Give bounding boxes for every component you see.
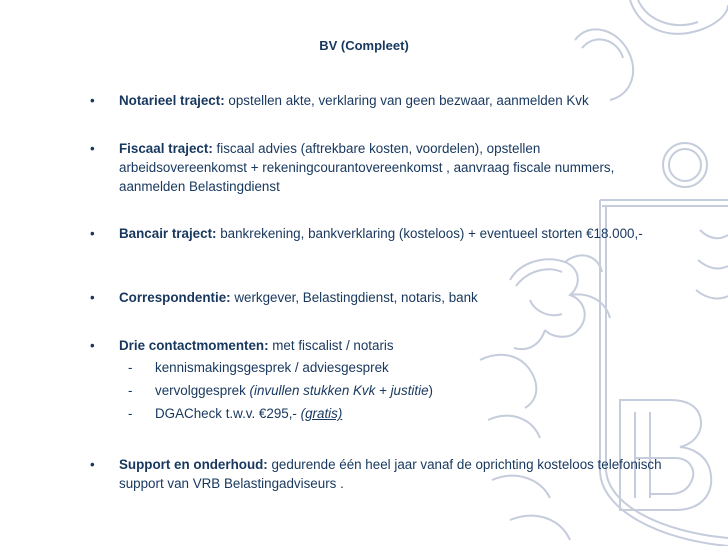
bullet-label: Support en onderhoud: xyxy=(119,457,268,472)
bullet-bancair xyxy=(90,224,670,243)
bullet-label: Drie contactmomenten: xyxy=(119,338,269,353)
bullet-label: Correspondentie: xyxy=(119,290,231,305)
subitem xyxy=(128,358,389,377)
bullet-notarieel xyxy=(90,91,670,110)
sub-dash: - xyxy=(128,406,133,421)
slide-title: BV (Compleet) xyxy=(319,38,409,53)
subitem-text: DGACheck t.w.v. €295,- xyxy=(155,406,301,421)
subitem-italic-underline: (gratis) xyxy=(300,406,343,421)
bullet-dot: • xyxy=(90,457,95,472)
bullet-label: Bancair traject: xyxy=(119,226,217,241)
bullet-fiscaal xyxy=(90,139,670,196)
bullet-correspondentie xyxy=(90,288,670,307)
subitem xyxy=(128,404,342,423)
bullet-dot: • xyxy=(90,93,95,108)
bullet-dot: • xyxy=(90,226,95,241)
bullet-support xyxy=(90,455,670,493)
bullet-contactmomenten xyxy=(90,336,670,355)
bullet-dot: • xyxy=(90,338,95,353)
sub-dash: - xyxy=(128,383,133,398)
bullet-label: Fiscaal traject: xyxy=(119,141,213,156)
subitem xyxy=(128,381,433,400)
bullet-dot: • xyxy=(90,290,95,305)
bullet-text: bankrekening, bankverklaring (kosteloos) + eventueel storten €18.000,- xyxy=(216,226,643,241)
bullet-text: werkgever, Belastingdienst, notaris, bank xyxy=(230,290,478,305)
bullet-text: gedurende één heel jaar vanaf de oprichting kosteloos telefonisch support van VRB Belastingadviseurs . xyxy=(119,457,662,491)
bullet-text: opstellen akte, verklaring van geen bezwaar, aanmelden Kvk xyxy=(224,93,589,108)
subitem-italic: (invullen stukken Kvk + justitie xyxy=(249,383,429,398)
subitem-text: vervolggesprek xyxy=(155,383,250,398)
bullet-text: met fiscalist / notaris xyxy=(268,338,394,353)
bullet-text: fiscaal advies (aftrekbare kosten, voordelen), opstellen arbeidsovereenkomst + rekeningcourantovereenkomst , aanvraag fiscale nummers, aanmelden Belastingdienst xyxy=(119,141,615,194)
bullet-dot: • xyxy=(90,141,95,156)
subitem-tail: ) xyxy=(428,383,433,398)
sub-dash: - xyxy=(128,360,133,375)
bullet-label: Notarieel traject: xyxy=(119,93,225,108)
subitem-text: kennismakingsgesprek / adviesgesprek xyxy=(155,360,389,375)
